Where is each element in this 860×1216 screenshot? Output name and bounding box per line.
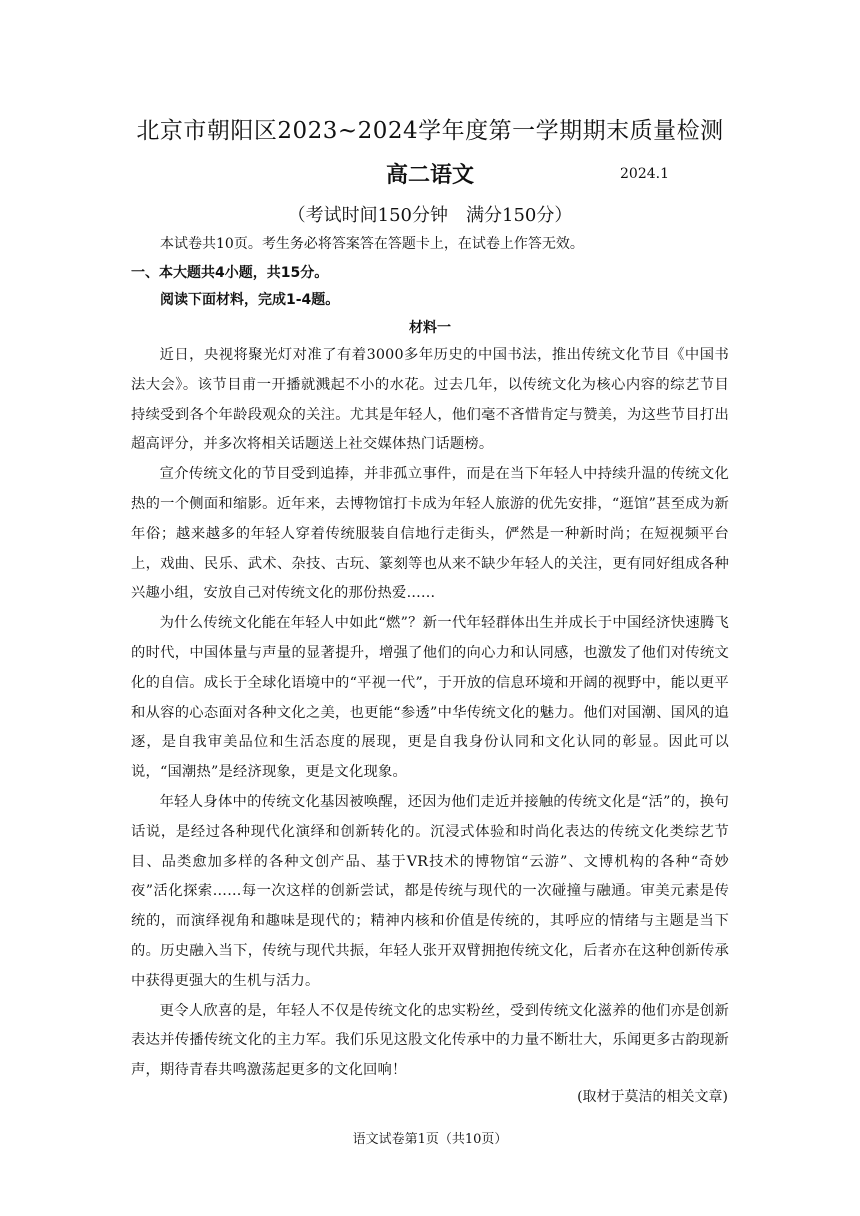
exam-date: 2024.1	[620, 166, 669, 182]
page-footer: 语文试卷第1页（共10页）	[352, 1132, 508, 1147]
section-heading: 一、本大题共4小题，共15分。	[131, 265, 329, 281]
article-paragraph: 更令人欣喜的是，年轻人不仅是传统文化的忠实粉丝，受到传统文化滋养的他们亦是创新表达并传播传统文化的主力军。我们乐见这股文化传承中的力量不断壮大，乐闻更多古韵现新声，期待青春共鸣激荡起更多的文化回响！	[131, 1002, 729, 1079]
article-source: (取材于莫洁的相关文章)	[577, 1089, 728, 1105]
exam-duration-score: （考试时间150分钟 满分150分）	[287, 205, 573, 226]
article-paragraph: 近日，央视将聚光灯对准了有着3000多年历史的中国书法，推出传统文化节目《中国书法大会》。该节目甫一开播就溅起不小的水花。过去几年，以传统文化为核心内容的综艺节目持续受到各个年龄段观众的关注。尤其是年轻人，他们毫不吝惜肯定与赞美，为这些节目打出超高评分，并多次将相关话题送上社交媒体热门话题榜。	[131, 347, 729, 453]
article-paragraph: 为什么传统文化能在年轻人中如此“燃”？新一代年轻群体出生并成长于中国经济快速腾飞的时代，中国体量与声量的显著提升，增强了他们的向心力和认同感，也激发了他们对传统文化的自信。成长于全球化语境中的“平视一代”，于开放的信息环境和开阔的视野中，能以更平和从容的心态面对各种文化之美，也更能“参透”中华传统文化的魅力。他们对国潮、国风的追逐，是自我审美品位和生活态度的展现，更是自我身份认同和文化认同的彰显。因此可以说，“国潮热”是经济现象，更是文化现象。	[131, 615, 729, 781]
subject-title: 高二语文	[385, 163, 474, 188]
article-paragraph: 宣介传统文化的节目受到追捧，并非孤立事件，而是在当下年轻人中持续升温的传统文化热的一个侧面和缩影。近年来，去博物馆打卡成为年轻人旅游的优先安排，“逛馆”甚至成为新年俗；越来越多的年轻人穿着传统服装自信地行走街头，俨然是一种新时尚；在短视频平台上，戏曲、民乐、武术、杂技、古玩、篆刻等也从来不缺少年轻人的关注，更有同好组成各种兴趣小组，安放自己对传统文化的那份热爱……	[131, 466, 729, 602]
exam-notice: 本试卷共10页。考生务必将答案答在答题卡上，在试卷上作答无效。	[160, 236, 584, 252]
article-body	[131, 341, 729, 1086]
reading-instruction: 阅读下面材料，完成1-4题。	[160, 292, 340, 308]
exam-title: 北京市朝阳区2023~2024学年度第一学期期末质量检测	[136, 118, 724, 144]
material-title: 材料一	[409, 320, 451, 336]
article-paragraph: 年轻人身体中的传统文化基因被唤醒，还因为他们走近并接触的传统文化是“活”的，换句话说，是经过各种现代化演绎和创新转化的。沉浸式体验和时尚化表达的传统文化类综艺节目、品类愈加多样的各种文创产品、基于VR技术的博物馆“云游”、文博机构的各种“奇妙夜”活化探索……每一次这样的创新尝试，都是传统与现代的一次碰撞与融通。审美元素是传统的，而演绎视角和趣味是现代的；精神内核和价值是传统的，其呼应的情绪与主题是当下的。历史融入当下，传统与现代共振，年轻人张开双臂拥抱传统文化，后者亦在这种创新传承中获得更强大的生机与活力。	[131, 793, 729, 989]
